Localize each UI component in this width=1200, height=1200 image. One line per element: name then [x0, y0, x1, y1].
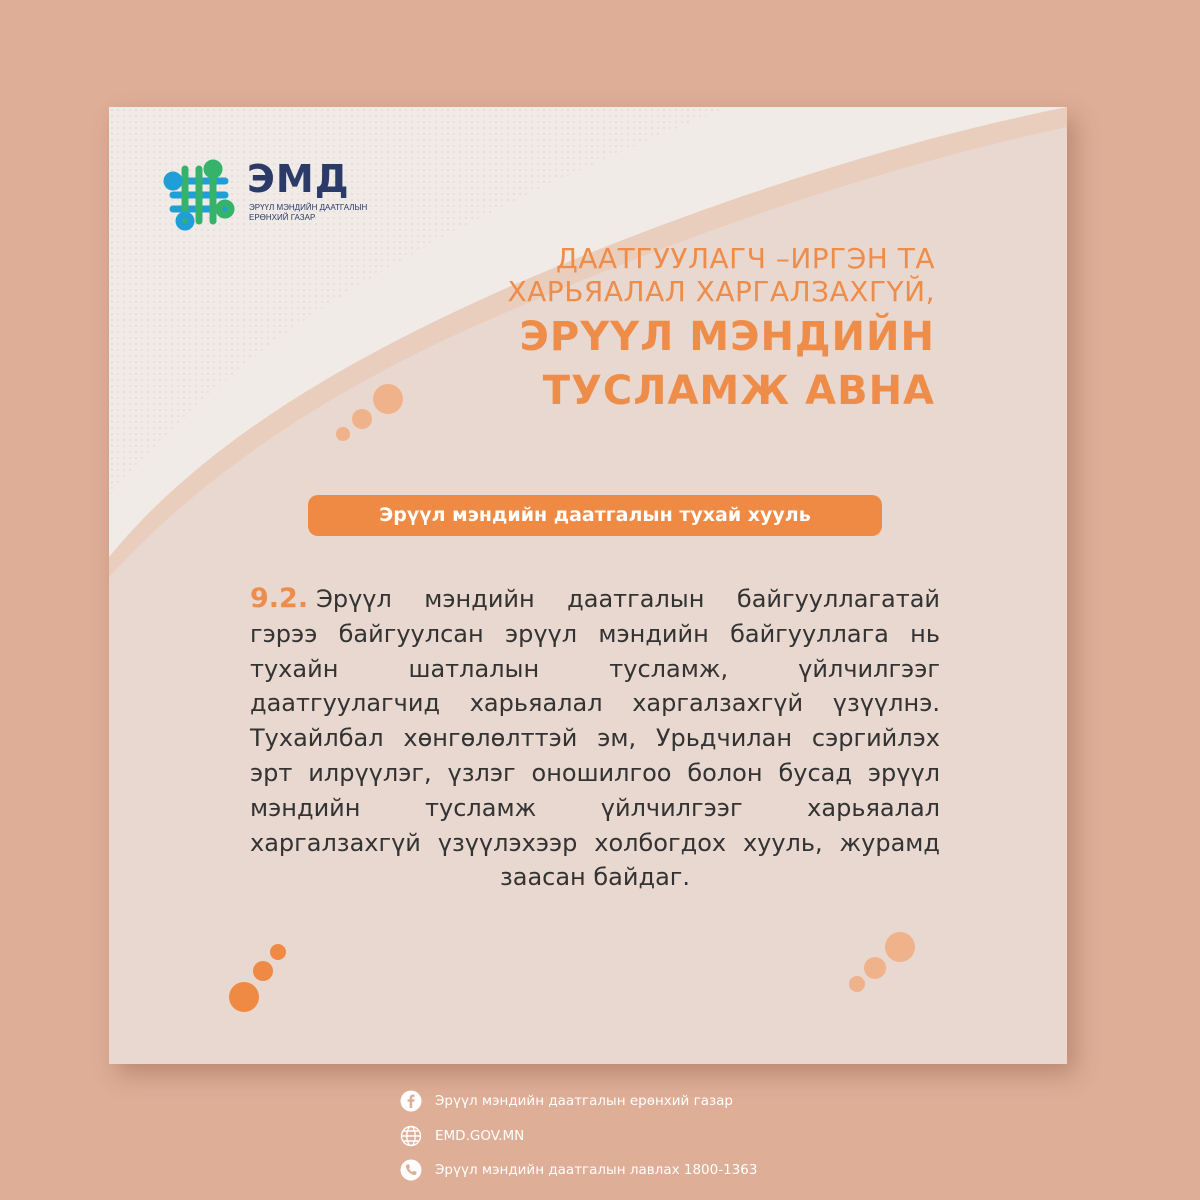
emd-logo: [159, 155, 368, 237]
headline-line-4: ТУСЛАМЖ АВНА: [542, 368, 935, 414]
footer-website[interactable]: [400, 1119, 820, 1154]
headline-line-2: ХАРЬЯАЛАЛ ХАРГАЛЗАХГҮЙ,: [507, 275, 935, 308]
headline: [375, 242, 935, 418]
logo-acronym: ЭМД: [247, 157, 350, 201]
headline-line-1: ДААТГУУЛАГЧ –ИРГЭН ТА: [555, 242, 935, 275]
facebook-icon: [400, 1090, 422, 1112]
footer-contacts: [400, 1084, 820, 1188]
globe-icon: [400, 1125, 422, 1147]
footer-website-label: EMD.GOV.MN: [435, 1127, 525, 1144]
article-text: [250, 582, 940, 895]
footer-facebook-label: Эрүүл мэндийн даатгалын ерөнхий газар: [435, 1093, 734, 1110]
phone-icon: [400, 1159, 422, 1181]
info-card: [109, 107, 1067, 1064]
decorative-dots-top: [331, 377, 411, 447]
decorative-dots-bottom-right: [844, 927, 924, 997]
law-title-badge: Эрүүл мэндийн даатгалын тухай хууль: [308, 495, 882, 536]
headline-line-3: ЭРҮҮЛ МЭНДИЙН: [519, 314, 935, 360]
logo-subtitle: ЭРҮҮЛ МЭНДИЙН ДААТГАЛЫН ЕРӨНХИЙ ГАЗАР: [249, 203, 368, 222]
article-body: Эрүүл мэндийн даатгалын байгууллагатай гэрээ байгуулсан эрүүл мэндийн байгууллага нь тухайн шатлалын тусламж, үйлчилгээг даатгуулагчид харьяалал харгалзахгүй үзүүлнэ. Тухайлбал хөнгөлөлттэй эм, Урьдчилан сэргийлэх эрт илрүүлэг, үзлэг оношилгоо болон бусад эрүүл мэндийн тусламж үйлчилгээг харьяалал харгалзахгүй үзүүлэхээр холбогдох хууль, журамд заасан байдаг.: [250, 585, 940, 892]
decorative-dots-bottom-left: [224, 937, 294, 1017]
footer-facebook[interactable]: [400, 1084, 820, 1119]
footer-phone[interactable]: [400, 1153, 820, 1188]
logo-knot-icon: [159, 155, 239, 235]
article-number: 9.2.: [250, 583, 309, 614]
footer-phone-label: Эрүүл мэндийн даатгалын лавлах 1800-1363: [435, 1162, 758, 1179]
